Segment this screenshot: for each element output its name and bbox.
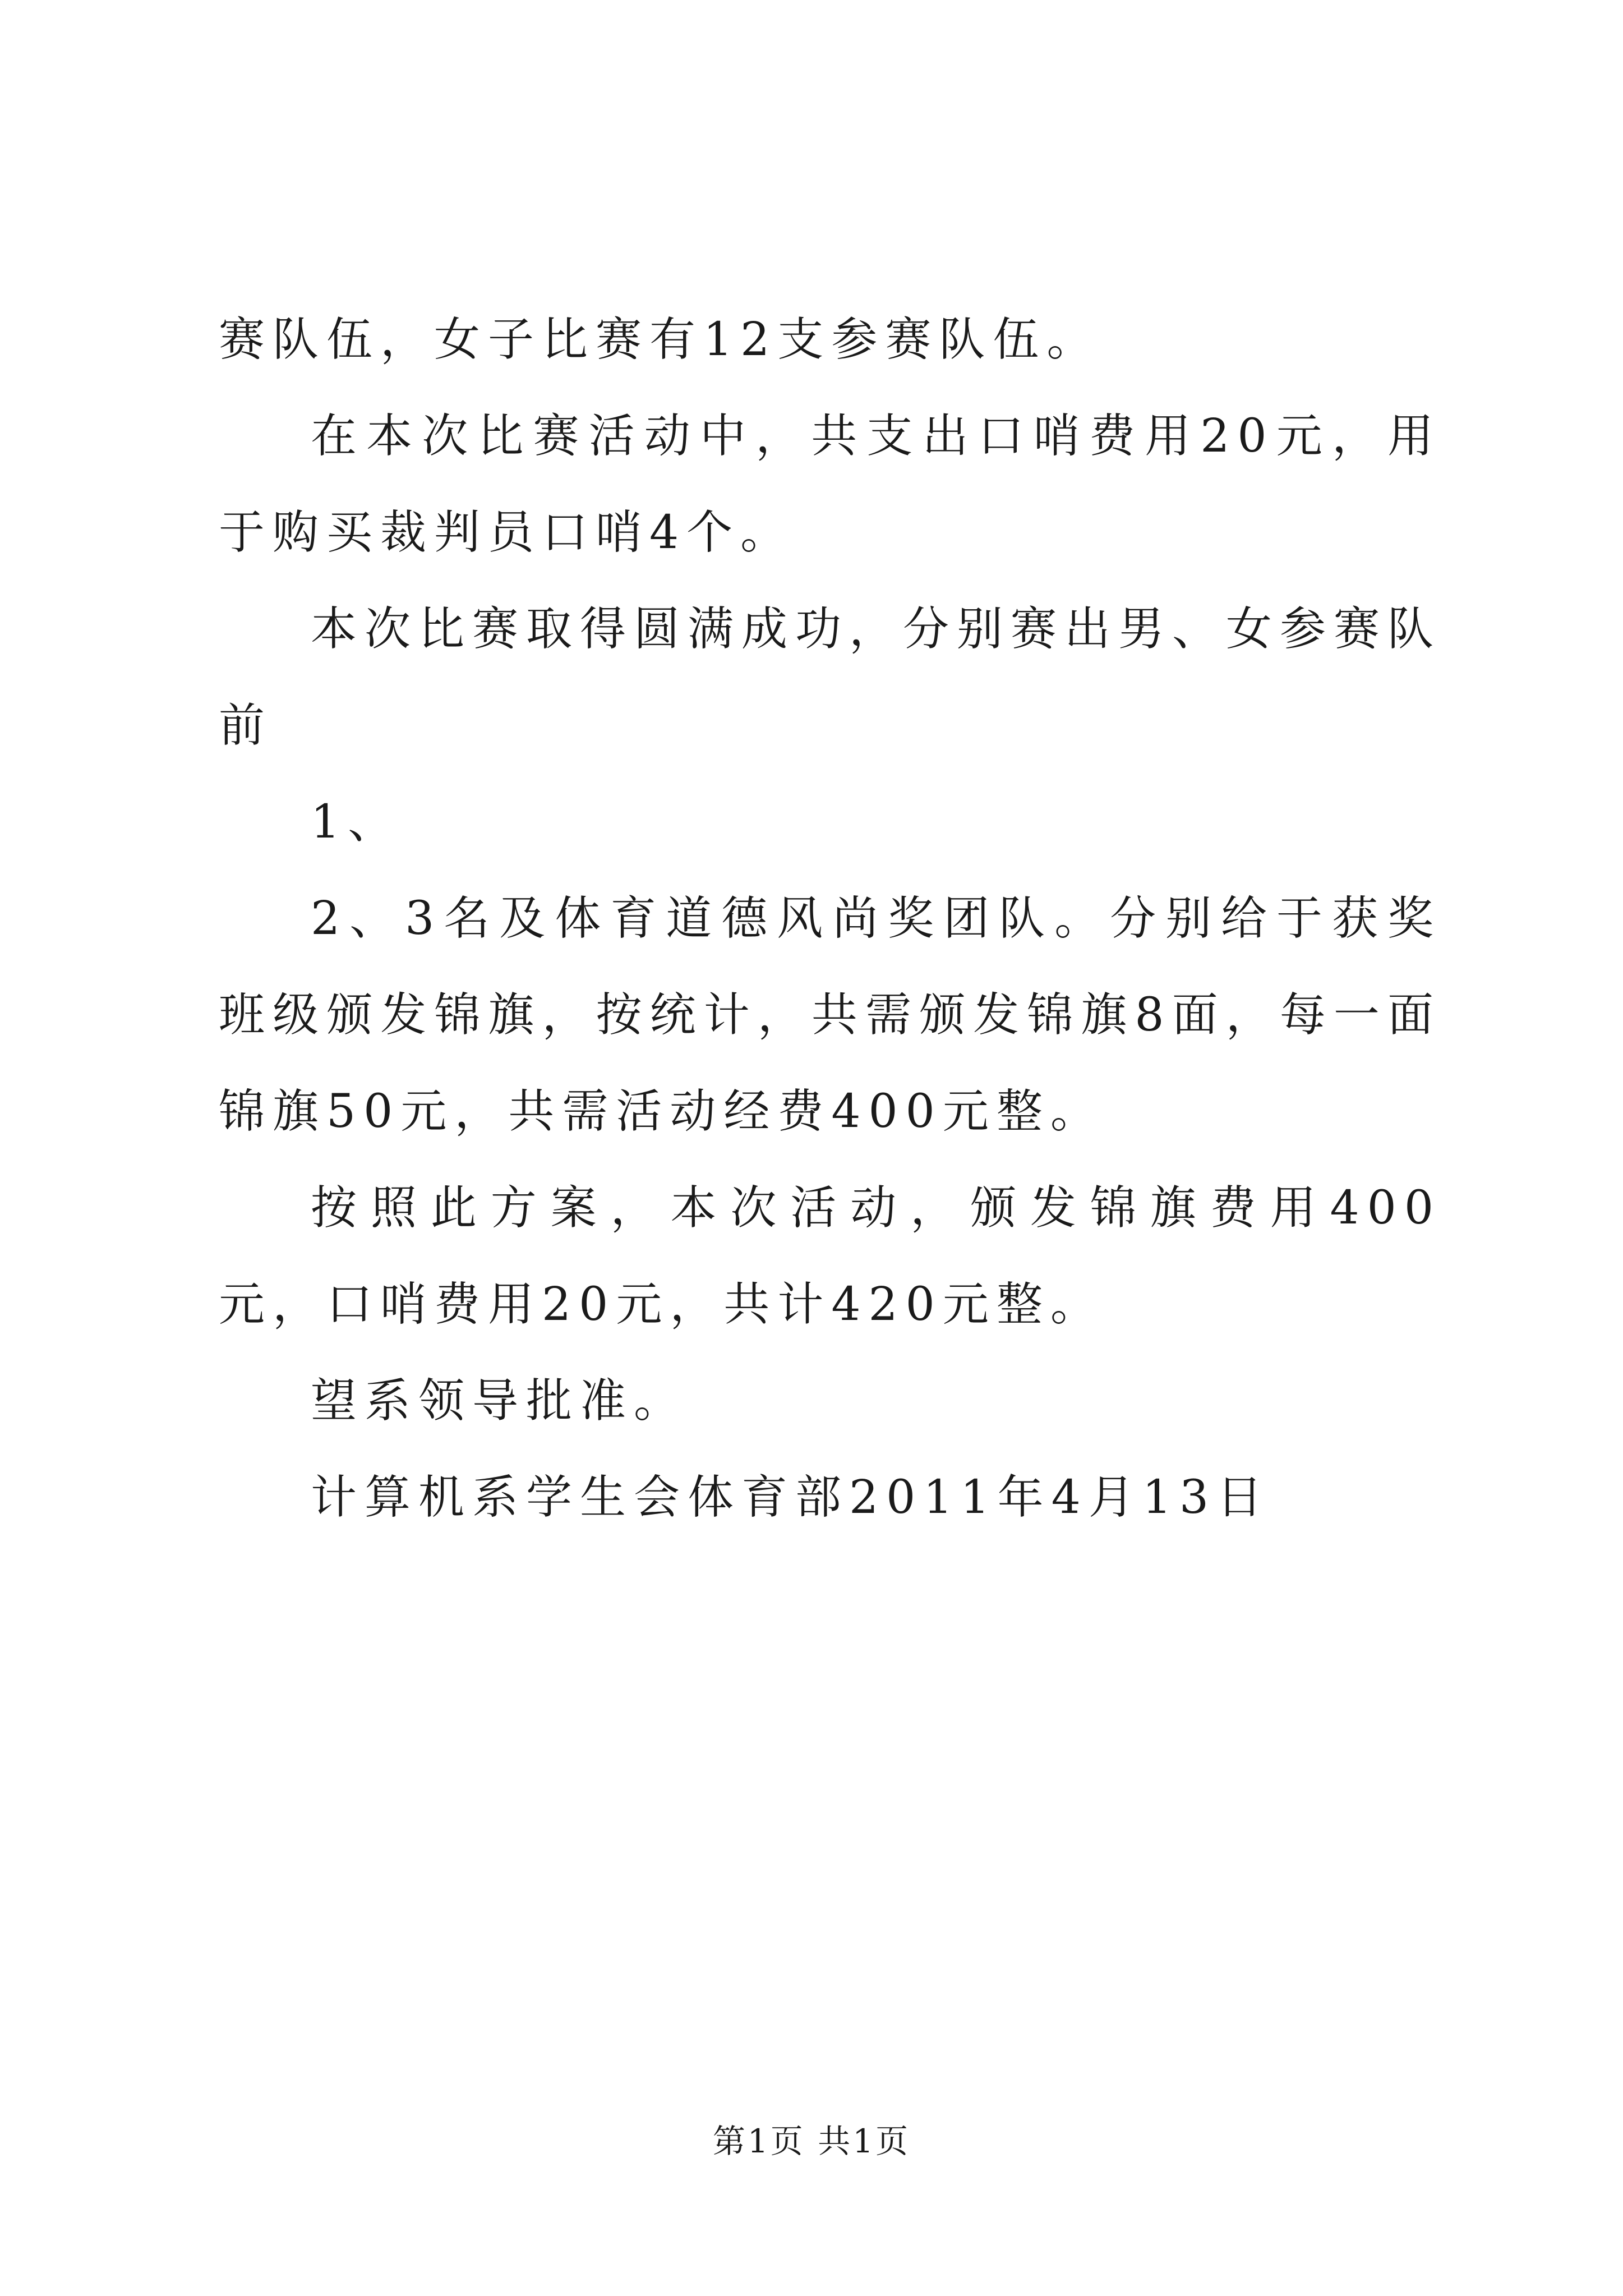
paragraph-approval-request: 望系领导批准。 (311, 1374, 688, 1428)
paragraph-whistle-expense: 在本次比赛活动中，共支出口哨费用20元，用于购买裁判员口哨4个。 (219, 409, 1441, 559)
document-body (219, 292, 1441, 1546)
paragraph-list-item-1: 1、 (311, 795, 402, 849)
paragraph-competition-result: 本次比赛取得圆满成功，分别赛出男、女参赛队前 (219, 602, 1442, 752)
page-number-footer: 第1页 共1页 (712, 2122, 911, 2160)
paragraph-pennant-expense: 2、3名及体育道德风尚奖团队。分别给于获奖班级颁发锦旗，按统计，共需颁发锦旗8面，每一面锦旗50元，共需活动经费400元整。 (219, 892, 1441, 1138)
paragraph-continuation: 赛队伍，女子比赛有12支参赛队伍。 (219, 313, 1101, 366)
paragraph-total-expense: 按照此方案，本次活动，颁发锦旗费用400元，口哨费用20元，共计420元整。 (219, 1181, 1441, 1331)
paragraph-signature-date: 计算机系学生会体育部2011年4月13日 (311, 1471, 1271, 1524)
